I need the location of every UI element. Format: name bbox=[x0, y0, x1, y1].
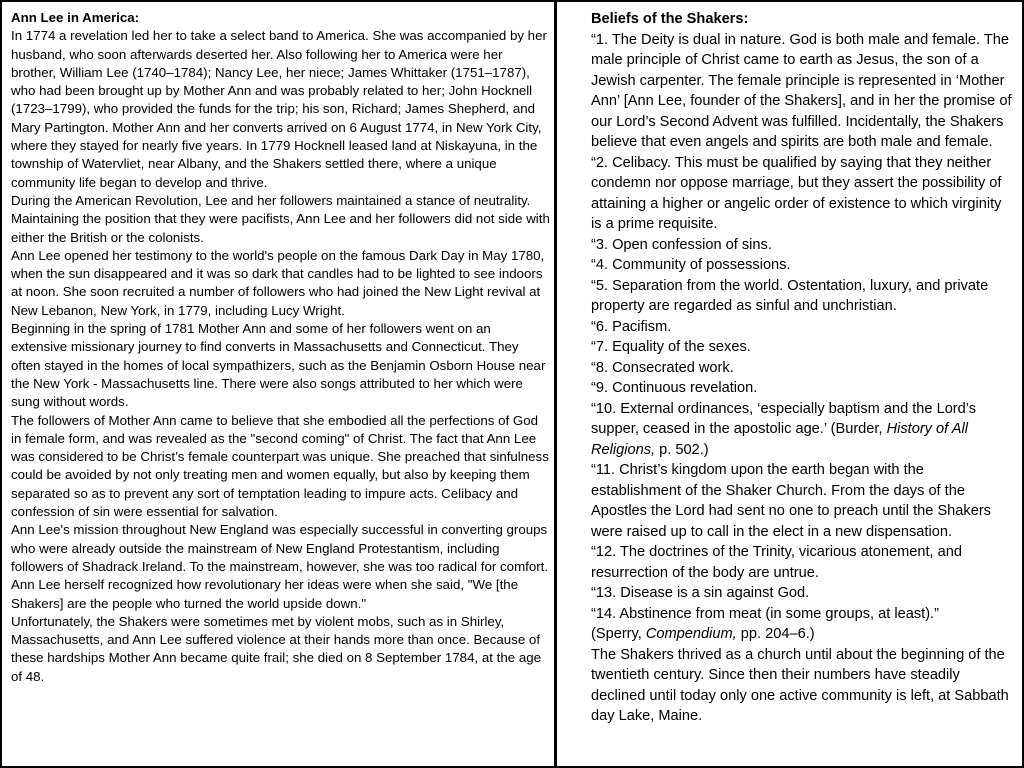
belief-14: “14. Abstinence from meat (in some groups, at least).” bbox=[591, 605, 939, 622]
closing-paragraph: The Shakers thrived as a church until about the beginning of the twentieth century. Since then their numbers have steadily declined until today only one active community is left, at Sabbath day Lake, Maine. bbox=[591, 646, 1009, 724]
belief-10-page: p. 502.) bbox=[655, 441, 709, 458]
ann-lee-heading: Ann Lee in America: bbox=[11, 10, 140, 25]
paragraph-violent-mobs: Unfortunately, the Shakers were sometimes met by violent mobs, such as in Shirley, Massachusetts, and Ann Lee suffered violence at their hands more than once. Because of these hardships Mother Ann became quite frail; she died on 8 September 1784, at the age of 48. bbox=[11, 613, 542, 684]
beliefs-heading: Beliefs of the Shakers: bbox=[591, 11, 749, 27]
belief-11: “11. Christ’s kingdom upon the earth began with the establishment of the Shaker Church. From the days of the Apostles the Lord had sent no one to preach until the Shakers were raised up to call in the elect in a new dispensation. bbox=[591, 462, 991, 540]
belief-10-book-title: History of All Religions, bbox=[591, 421, 968, 458]
belief-10-text: “10. External ordinances, ‘especially baptism and the Lord’s supper, ceased in the apostolic age.’ (Burder, bbox=[591, 400, 977, 437]
citation bbox=[591, 624, 1016, 645]
belief-3: “3. Open confession of sins. bbox=[591, 236, 772, 253]
belief-6: “6. Pacifism. bbox=[591, 318, 672, 335]
belief-1: “1. The Deity is dual in nature. God is both male and female. The male principle of Christ came to earth as Jesus, the son of a Jewish carpenter. The female principle is represented in ‘Mother Ann’ [Ann Lee, founder of the Shakers], and in her the promise of our Lord’s Second Advent was fulfilled. Incidentally, the Shakers believe that even angels and spirits are both male and female. bbox=[591, 31, 1012, 150]
belief-2: “2. Celibacy. This must be qualified by saying that they neither condemn nor oppose marriage, but they assert the possibility of attaining a higher or angelic order of existence to which virginity is a prime requisite. bbox=[591, 154, 1002, 232]
belief-8: “8. Consecrated work. bbox=[591, 359, 734, 376]
citation-book-title: Compendium, bbox=[645, 626, 737, 642]
paragraph-dark-day: Ann Lee opened her testimony to the world's people on the famous Dark Day in May 1780, when the sun disappeared and it was so dark that candles had to be lighted to see indoors at noon. She soon recruited a number of followers who had joined the New Light revival at New Lebanon, New York, in 1779, including Lucy Wright. bbox=[11, 247, 545, 318]
citation-author: (Sperry, bbox=[591, 626, 646, 642]
right-text-panel bbox=[555, 0, 1024, 768]
paragraph-second-coming: The followers of Mother Ann came to believe that she embodied all the perfections of God in female form, and was revealed as the "second coming" of Christ. The fact that Ann Lee was considered to be Christ’s female counterpart was unique. She preached that sinfulness could be avoided by not only treating men and women equally, but also by keeping them separated so as to prevent any sort of temptation leading to impure acts. Celibacy and confession of sin were essential for salvation. bbox=[11, 412, 549, 520]
belief-10 bbox=[591, 399, 1016, 461]
belief-5: “5. Separation from the world. Ostentation, luxury, and private property are regarded as sinful and unchristian. bbox=[591, 277, 989, 314]
paragraph-revelation: In 1774 a revelation led her to take a select band to America. She was accompanied by her husband, who soon afterwards deserted her. Also following her to America were her brother, William Lee (1740–1784); Nancy Lee, her niece; James Whittaker (1751–1787), who had been brought up by Mother Ann and was probably related to her; John Hocknell (1723–1799), who provided the funds for the trip; his son, Richard; James Shepherd, and Mary Partington. Mother Ann and her converts arrived on 6 August 1774, in New York City, where they stayed for nearly five years. In 1779 Hocknell leased land at Niskayuna, in the township of Watervliet, near Albany, and the Shakers settled there, where a unique community life began to develop and thrive. bbox=[11, 28, 547, 190]
belief-12: “12. The doctrines of the Trinity, vicarious atonement, and resurrection of the body are untrue. bbox=[591, 544, 962, 581]
paragraph-new-england-mission: Ann Lee's mission throughout New England was especially successful in converting groups who were already outside the mainstream of New England Protestantism, including followers of Shadrack Ireland. To the mainstream, however, she was too radical for comfort. Ann Lee herself recognized how revolutionary her ideas were when she said, "We [the Shakers] are the people who turned the world upside down." bbox=[11, 522, 549, 611]
belief-9: “9. Continuous revelation. bbox=[591, 380, 758, 396]
paragraph-revolution: During the American Revolution, Lee and her followers maintained a stance of neutrality. Maintaining the position that they were pacifists, Ann Lee and her followers did not side with either the British or the colonists. bbox=[11, 192, 550, 245]
citation-pages: pp. 204–6.) bbox=[736, 626, 815, 642]
paragraph-missionary-journey: Beginning in the spring of 1781 Mother Ann and some of her followers went on an extensive missionary journey to find converts in Massachusetts and Connecticut. They often stayed in the homes of local sympathizers, such as the Benjamin Osborn House near the New York - Massachusetts line. There were also songs attributed to her which were sung without words. bbox=[11, 321, 546, 410]
belief-13: “13. Disease is a sin against God. bbox=[591, 585, 810, 601]
belief-7: “7. Equality of the sexes. bbox=[591, 339, 751, 355]
belief-4: “4. Community of possessions. bbox=[591, 257, 791, 273]
